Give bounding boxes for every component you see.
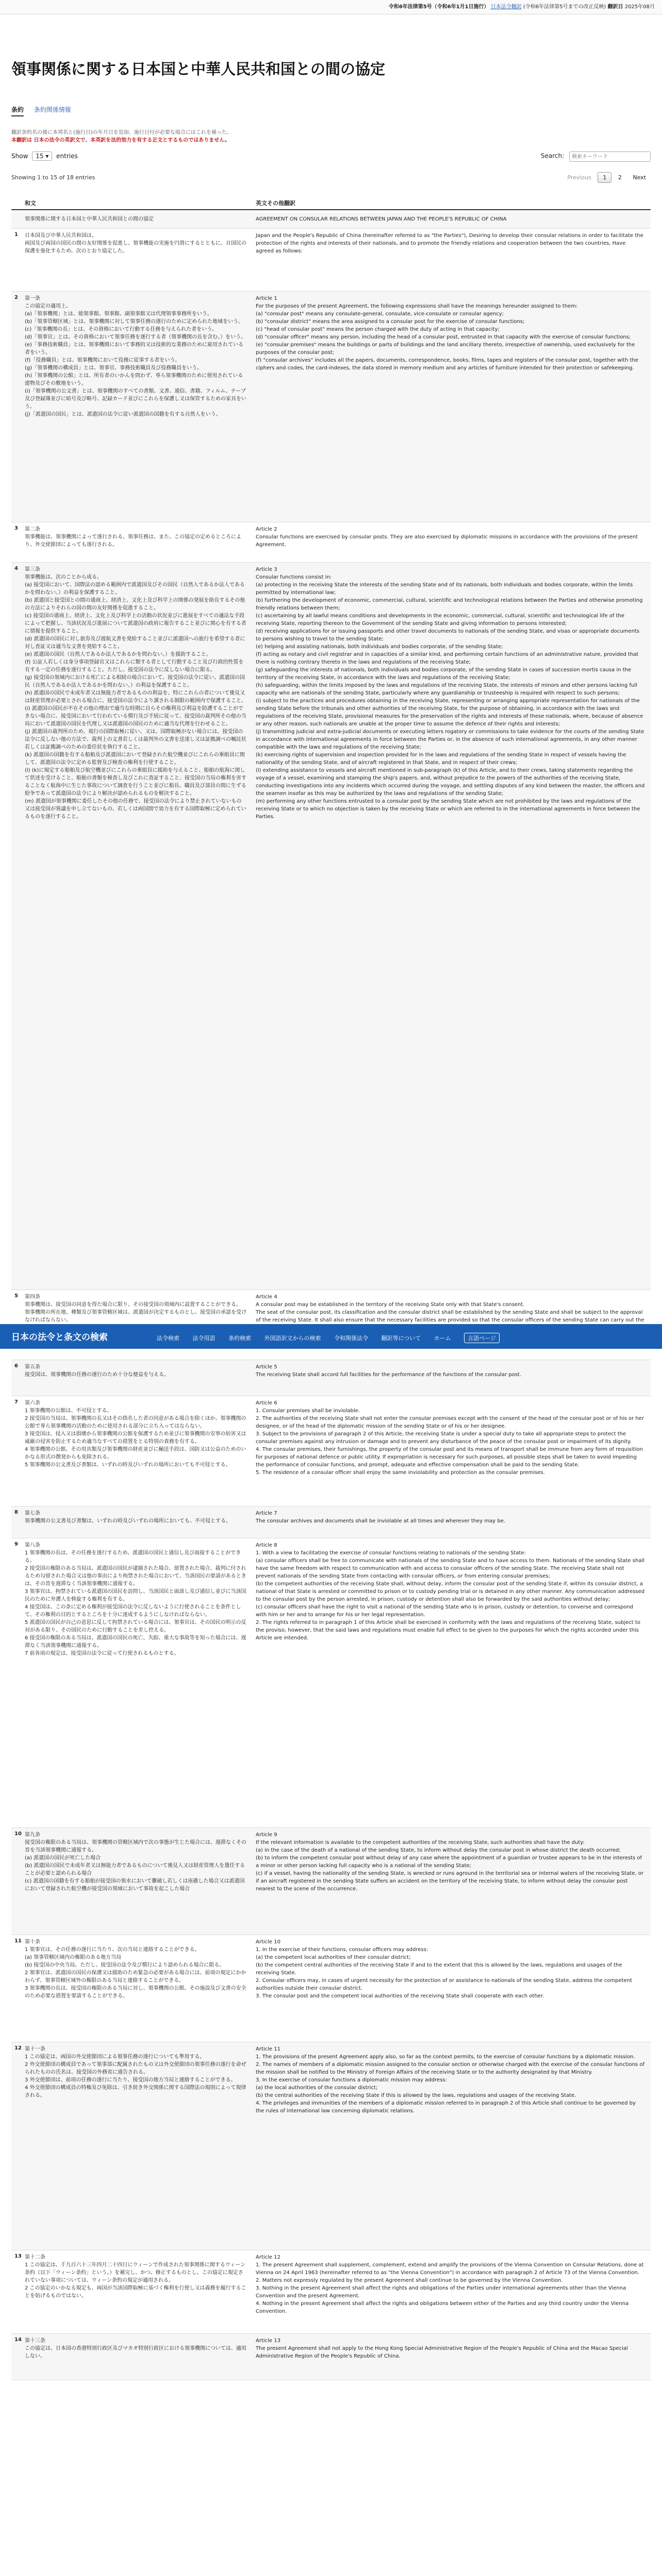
english-paragraph: (a) "consular post" means any consulate-general, consulate, vice-consulate or consular agency; [256,311,504,317]
english-paragraph: The seat of the consular post, its classification and the consular district shall be established by the sending State and shall be subject to the approval of the receiving State. It shall also ensure that the necessary facilities are provided so that the consular officers of the sending State can carry out the [256,1310,644,1323]
nav-item[interactable]: 法令検索 [157,1335,179,1342]
japanese-text-cell [25,1541,246,1657]
japanese-paragraph: 第四条 [25,1294,40,1300]
japanese-paragraph: (a)「領事機関」とは、総領事館、領事館、副領事館又は代理領事事務所をいう。 [25,311,212,317]
show-label: Show [11,152,28,160]
search-input[interactable] [569,151,651,162]
table-row [11,2042,651,2250]
entries-info: Showing 1 to 15 of 18 entries [11,174,95,181]
english-paragraph: 4. Nothing in the present Agreement shall affect the rights and obligations between either of the Parties and any third country under the Vienna Convention. [256,2301,629,2314]
japanese-paragraph: 領事機関の所在地、種類及び領事管轄区域は、派遣国が決定するものとし、接受国の承認を受けなければならない。 [25,1310,246,1323]
japanese-paragraph: (i)「領事機関の公文書」とは、領事機関のすべての書類、文書、通信、書籍、フィルム、テープ及び登録簿並びに暗号及び略号、記録カード並びにこれらを保護し又は保管するための家具をいう。 [25,388,246,410]
english-text-cell [256,232,645,255]
japanese-paragraph: (l) (k)に規定する船舶及び航空機並びにこれらの乗組員に援助を与えること、船舶の航海に関して供述を受けること、船舶の書類を検査し及びこれに査証すること、接受国の当局の権利を害することなく航海中に生じた事故について調査を行うこと並びに船長、職員及び部員の間に生ずる紛争であって派遣国の法令により解決が認められるものを解決すること。 [25,768,246,796]
english-paragraph: Article 6 [256,1400,277,1406]
english-paragraph: 3. In the exercise of consular functions a diplomatic mission may address: [256,2077,447,2083]
row-number: 6 [14,1363,18,1369]
english-paragraph: 1. In the exercise of their functions, consular officers may address: [256,1947,428,1953]
english-paragraph: Article 13 [256,2338,280,2344]
topbar-lead: 令和6年法律第5号（令和6年1月1日施行） [388,4,489,10]
tab-treaty-info[interactable]: 条約関係情報 [34,106,71,113]
page-2-button[interactable]: 2 [618,174,622,181]
english-text-cell [256,2253,645,2315]
table-controls [11,151,651,165]
table-row [11,1935,651,2042]
japanese-paragraph: 1 この協定は、両国の外交使節団による領事任務の遂行についても準用する。 [25,2054,205,2060]
english-paragraph: 1. With a view to facilitating the exercise of consular functions relating to nationals of the sending State: [256,1550,526,1556]
english-paragraph: (c) if a vessel, having the nationality of the sending State, is wrecked or runs aground in the territorial sea or internal waters of the receiving State, or if an aircraft registered in the sending State suffers an accident on the territory of the receiving State, to inform without delay the consular post nearest to the scene of the occurrence. [256,1871,643,1892]
english-paragraph: If the relevant information is available to the competent authorities of the receiving State, such authorities shall have the duty: [256,1840,585,1845]
table-row [11,1828,651,1935]
japanese-paragraph: (f)「役務職員」とは、領事機関において役務に従事する者をいう。 [25,358,180,363]
entries-label: entries [56,152,78,160]
row-number: 11 [14,1938,22,1944]
japanese-paragraph: (b) 派遣国の国民で未成年者又は無能力者であるものについて後見人又は財産管理人を選任することが必要と認められる場合 [25,1863,245,1876]
english-text-cell [256,1938,645,2000]
japanese-paragraph: 1 領事機関の長は、その任務を遂行するため、派遣国の国民と通信し及び面接することができる。 [25,1550,241,1564]
english-paragraph: (e) helping and assisting nationals, both individuals and bodies corporate, of the sending State; [256,644,503,650]
japanese-paragraph: 第十二条 [25,2255,45,2260]
japanese-paragraph: 第二条 [25,527,40,532]
page-1-button[interactable]: 1 [598,172,611,183]
english-paragraph: (b) the competent authorities of the receiving State shall, without delay, inform the consular post of the sending State if, within its consular district, a national of that State is arrested or committed to prison or to custody pending trial or is detained in any other manner. Any communication addressed to the consular post by the person arrested, in prison, custody or detention shall also be forwarded by the said authorities without delay; [256,1581,645,1602]
japanese-text-cell [25,1363,246,1379]
english-paragraph: 1. Consular premises shall be inviolable. [256,1408,360,1414]
japanese-paragraph: 3 領事官は、拘禁されている派遣国の国民を訪問し、当該国民と面談し及び通信し並びに当該国民のために弁護人を斡旋する権利を有する。 [25,1589,246,1602]
japanese-paragraph: (b) 接受国の中央当局。ただし、接受国の法令及び慣行により認められる場合に限る。 [25,1962,225,1968]
nav-item[interactable]: 外国語訳文からの検索 [264,1335,321,1342]
japanese-paragraph: (i) 派遣国の国民が不在その他の理由で適当な時期に自らその権利及び利益を防護することができない場合に、接受国において行われている慣行及び手続に従って、接受国の裁判所その他の当局において派遣国の国民を代理し又は派遣国の国民のために適当な代理を行わせること。 [25,706,246,727]
english-paragraph: Japan and the People's Republic of China (hereinafter referred to as "the Parties"), Desiring to develop their consular relations in order to facilitate the protection of the rights and interests of their nationals, and to promote the friendly relations and cooperation between the two countries, Have agreed as follows: [256,233,643,254]
japanese-paragraph: 2 接受国の権限のある当局は、派遣国の国民が逮捕された場合、留置された場合、裁判に付されるため勾留された場合又は他の事由により拘禁された場合において、当該国民の要請があるときは、その旨を遅滞なく当該領事機関に通報する。 [25,1566,246,1587]
english-text-cell [256,526,645,549]
japanese-text-cell [25,1938,246,2000]
english-paragraph: (a) in the case of the death of a national of the sending State, to inform without delay the consular post in whose district the death occurred; [256,1848,621,1853]
japanese-paragraph: 第十三条 [25,2338,45,2344]
english-paragraph: 3. Nothing in the present Agreement shall affect the rights and obligations of the Parties under international agreements other than the Vienna Convention and the present Agreement. [256,2285,626,2299]
english-paragraph: The present Agreement shall not apply to the Hong Kong Special Administrative Region of the People's Republic of China and the Macao Special Administrative Region of the People's Republic of China. [256,2346,628,2359]
row-number: 4 [14,566,18,571]
english-paragraph: Article 9 [256,1832,277,1838]
english-paragraph: 2. Matters not expressly regulated by the present Agreement shall continue to be governed by the Vienna Convention. [256,2278,563,2283]
japanese-paragraph: 5 領事機関の公文書及び書類は、いずれの時及びいずれの場所においても不可侵とする。 [25,1462,231,1468]
english-paragraph: (d) "consular officer" means any person, including the head of a consular post, entrusted in that capacity with the exercise of consular functions; [256,334,631,340]
row-number: 2 [14,295,18,300]
english-text-cell [256,2337,645,2360]
english-paragraph: (g) safeguarding the interests of nationals, both individuals and bodies corporate, of the sending State in cases of succession mortis causa in the territory of the receiving State, in accordance with the laws and regulations of the receiving State; [256,667,632,681]
table-row [11,229,651,292]
next-button[interactable]: Next [633,174,646,181]
english-paragraph: The receiving State shall accord full facilities for the performance of the functions of the consular post. [256,1372,522,1378]
japanese-paragraph: (b) 派遣国と接受国との間の通商上、経済上、文化上及び科学上の関係の発展を助長するその他の方法によりそれらの国の間の友好関係を促進すること。 [25,598,245,611]
english-paragraph: 3. The consular post and the competent local authorities of the receiving State shall cooperate with each other. [256,1993,544,1999]
japanese-paragraph: 第九条 [25,1832,40,1838]
english-paragraph: For the purposes of the present Agreement, the following expressions shall have the meanings hereunder assigned to them: [256,303,578,309]
japanese-paragraph: 第一条 [25,296,40,301]
language-button[interactable]: 言語ページ [464,1333,500,1343]
english-paragraph: AGREEMENT ON CONSULAR RELATIONS BETWEEN JAPAN AND THE PEOPLE'S REPUBLIC OF CHINA [256,216,507,222]
row-number: 10 [14,1831,22,1837]
english-text-cell [256,1831,645,1893]
japanese-paragraph: 第八条 [25,1543,40,1548]
row-number: 5 [14,1293,18,1299]
english-paragraph: Article 8 [256,1543,277,1548]
japanese-paragraph: 2 接受国の当局は、領事機関の長又はその指名した者の同意がある場合を除くほか、領事機関の公館で専ら領事機関の活動のために使用される部分に立ち入ってはならない。 [25,1416,246,1429]
english-paragraph: The consular archives and documents shall be inviolable at all times and wherever they may be. [256,1518,506,1524]
japanese-paragraph: 1 領事官は、その任務の遂行に当たり、次の当局と連絡することができる。 [25,1947,200,1953]
nav-item[interactable]: 法令用語 [192,1335,216,1342]
english-paragraph: (a) consular officers shall be free to communicate with nationals of the sending State and to have access to them. Nationals of the sending State shall have the same freedom with respect to communication with and access to consular officers of the sending State. The receiving State shall not prevent nationals of the sending State from contacting with consular officers, or from entering consular premises; [256,1558,644,1579]
english-paragraph: (c) "head of consular post" means the person charged with the duty of acting in that capacity; [256,327,500,332]
topbar-date: 2025年08月 [624,4,655,10]
english-paragraph: (k) exercising rights of supervision and inspection provided for in the laws and regulations of the sending State in respect of vessels having the nationality of the sending State, and of aircraft registered in that State, and in respect of their crews; [256,752,626,766]
table-row [11,2334,651,2380]
english-paragraph: Article 11 [256,2046,280,2052]
topbar-date-label: 翻訳日 [607,4,623,10]
japanese-paragraph: 第五条 [25,1364,40,1370]
english-paragraph: (j) transmitting judicial and extra-judicial documents or executing letters rogatory or commissions to take evidence for the courts of the sending State in accordance with international agreements in force between the Parties or, in the absence of such international agreements, in any other manner compatible with the laws and regulations of the receiving State; [256,729,644,750]
english-paragraph: (e) "consular premises" means the buildings or parts of buildings and the land ancillary thereto, irrespective of ownership, used exclusively for the purposes of the consular post; [256,342,635,355]
japanese-paragraph: 日本国及び中華人民共和国は、 [25,233,97,239]
japanese-paragraph: 4 接受国は、この条に定める権利が接受国の法令に反しないように行使されることを条件として、その権利の目的とするところを十分に達成するようにしなければならない。 [25,1604,241,1618]
japanese-paragraph: 1 領事機関の公館は、不可侵とする。 [25,1408,112,1414]
page-title: 領事関係に関する日本国と中華人民共和国との間の協定 [11,60,386,78]
japanese-paragraph: 両国及び両国の国民の間の友好関係を促進し、領事機能の実施を円滑にするとともに、自国民の保護を強化するため、次のとおり協定した。 [25,241,246,254]
japanese-text-cell [25,2337,246,2360]
english-paragraph: (i) subject to the practices and procedures obtaining in the receiving State, representing or arranging appropriate representation for nationals of the sending State before the tribunals and other authorities of the receiving State, for the purpose of obtaining, in accordance with the laws and regulations of the receiving State, provisional measures for the preservation of the rights and interests of these nationals, where, because of absence or any other reason, such nationals are unable at the proper time to assume the defence of their rights and interests; [256,698,643,727]
japanese-paragraph: 7 前各項の規定は、接受国の法令に従って行使されるものとする。 [25,1651,179,1656]
english-paragraph: (l) extending assistance to vessels and aircraft mentioned in sub-paragraph (k) of this Article, and to their crews, taking statements regarding the voyage of a vessel, examining and stamping the ship's papers, and, without prejudice to the powers of the authorities of the receiving State, conducting investigations into any incidents which occurred during the voyage, and settling disputes of any kind between the master, the officers and the seamen insofar as this may be authorized by the laws and regulations of the sending State; [256,768,645,796]
english-paragraph: Article 2 [256,527,277,532]
japanese-paragraph: この協定の適用上、 [25,303,71,309]
japanese-paragraph: 2 領事官は、派遣国の国民の保護又は援助のため緊急の必要がある場合には、前項の規定にかかわらず、領事管轄区域外の権限のある当局と連絡することができる。 [25,1970,246,1984]
japanese-paragraph: (e)「事務技術職員」とは、領事機関において事務的又は技術的な業務のために雇用されている者をいう。 [25,342,243,355]
top-info-bar [0,0,662,14]
english-text-cell [256,215,645,223]
japanese-text-cell [25,1399,246,1469]
tab-treaty[interactable]: 条約 [11,105,24,116]
japanese-text-cell [25,2253,246,2300]
english-paragraph: (h) safeguarding, within the limits imposed by the laws and regulations of the receiving State, the interests of minors and other persons lacking full capacity who are nationals of the sending State, particularly where any guardianship or trusteeship is required with respect to such persons; [256,683,637,696]
japanese-paragraph: (c)「領事機関の長」とは、その資格において行動する任務を与えられた者をいう。 [25,327,218,332]
english-paragraph: 2. The rights referred to in paragraph 1 of this Article shall be exercised in conformity with the laws and regulations of the receiving State, subject to the proviso, however, that the said laws and regulations must enable full effect to be given to the purposes for which the rights accorded under this Article are intended. [256,1620,640,1641]
japanese-paragraph: (g)「領事機関の構成員」とは、領事官、事務技術職員及び役務職員をいう。 [25,365,203,371]
japanese-paragraph: 第三条 [25,567,40,572]
japanese-paragraph: 4 領事機関の公館、その用具類及び領事機関の財産並びに輸送手段は、国防又は公益のためのいかなる形式の徴発からも免除される。 [25,1447,246,1460]
japanese-text-cell [25,295,246,418]
site-nav [157,1333,511,1343]
japanese-paragraph: 2 外交使節団の構成員であって領事部に配属されたもの又は外交使節団の領事任務の遂行を命ぜられたものの氏名は、接受国の外務省に通告される。 [25,2062,246,2075]
english-paragraph: Article 10 [256,1939,280,1945]
topbar-text: (令和6年法律第5号までの改正反映) [523,4,606,10]
notes [11,129,232,144]
japanese-text-cell [25,232,246,255]
japanese-paragraph: (b)「領事管轄区域」とは、領事機関に対して領事任務の遂行のために定められた地域をいう。 [25,319,244,325]
english-paragraph: 2. The names of members of a diplomatic mission assigned to the consular section or otherwise charged with the exercise of the consular functions of the mission shall be notified to the Ministry of Foreign Affairs of the receiving State or to the authority designated by that Ministry. [256,2062,645,2075]
english-paragraph: 3. Subject to the provisions of paragraph 2 of this Article, the receiving State is under a special duty to take all appropriate steps to protect the consular premises against any intrusion or damage and to prevent any disturbance of the peace of the consular post or impairment of its dignity. [256,1431,632,1445]
english-paragraph: (c) ascertaining by all lawful means conditions and developments in the economic, commercial, cultural, scientific and technological life of the receiving State, reporting thereon to the Government of the sending State and giving information to persons interested; [256,613,624,626]
japanese-paragraph: 領事機関の公文書及び書類は、いずれの時及びいずれの場所においても、不可侵とする。 [25,1518,231,1524]
entries-select[interactable]: 15 ▾ [32,151,52,161]
note-line: 翻訳条約名の後に本邦名と(施行日)の年月日を追加、施行日付が必要な場合にはこれを補った。 [11,130,232,135]
nav-item[interactable]: 令和関係法令 [334,1335,368,1342]
japanese-paragraph: (j)「派遣国の国民」とは、派遣国の法令に従い派遣国の国籍を有する自然人をいう。 [25,412,221,417]
japanese-paragraph: 領事機関は、接受国の同意を得た場合に限り、その接受国の領域内に設置することができる。 [25,1302,241,1308]
japanese-paragraph: 4 外交使節団の構成員の特権及び免除は、引き続き外交関係に関する国際法の規則によって規律される。 [25,2085,246,2098]
row-number: 14 [14,2337,22,2343]
japanese-text-cell [25,215,246,223]
english-paragraph: (f) acting as notary and civil registrar and in capacities of a similar kind, and performing certain functions of an administrative nature, provided that there is nothing contrary thereto in the laws and regulations of the receiving State; [256,652,639,665]
row-number: 13 [14,2253,22,2259]
japanese-text-cell [25,566,246,821]
japanese-paragraph: 2 この協定のいかなる規定も、両国が当該国際取極に基づく権利を行使し又は義務を履行することを妨げるものではない。 [25,2285,246,2299]
japanese-paragraph: 第十一条 [25,2046,45,2052]
english-paragraph: (b) the central authorities of the receiving State if this is allowed by the laws, regulations and usages of the receiving State. [256,2093,576,2098]
english-paragraph: (a) the competent local authorities of their consular district; [256,1955,411,1960]
japanese-text-cell [25,1510,246,1525]
english-paragraph: Article 4 [256,1294,277,1300]
english-paragraph: Article 12 [256,2255,280,2260]
site-header-bar [0,1324,662,1349]
japanese-paragraph: 6 接受国の権限のある当局は、派遣国の国民の死亡、失踪、重大な事故等を知った場合には、遅滞なく当該領事機関に通報する。 [25,1635,246,1649]
japanese-paragraph: (h) 派遣国の国民で未成年者又は無能力者であるものの利益を、特にこれらの者について後見又は財産管理が必要とされる場合に、接受国の法令により課される制限の範囲内で保護すること。 [25,690,246,704]
english-paragraph: (m) performing any other functions entrusted to a consular post by the sending State which are not prohibited by the laws and regulations of the receiving State or to which no objection is taken by the receiving State or which are referred to in the international agreements in force between the Parties. [256,799,640,820]
japanese-paragraph: (c) 派遣国の国籍を有する船舶が接受国の領水において難破し若しくは座礁した場合又は派遣国において登録された航空機が接受国の領域において事故を起こした場合 [25,1878,245,1892]
japanese-paragraph: (a) 接受国において、国際法の認める範囲内で派遣国及びその国民（自然人であるか法人であるかを問わない。）の利益を保護すること。 [25,582,245,596]
nav-item[interactable]: 条約検索 [228,1335,251,1342]
japanese-text-cell [25,1831,246,1893]
english-paragraph: (b) to inform the competent consular post without delay of any case where the appointment of a guardian or trustee appears to be in the interests of a minor or other person lacking full capacity who is a national of the sending State; [256,1855,642,1869]
japanese-paragraph: (d) 派遣国の国民に対し旅券及び渡航文書を発給すること並びに派遣国への旅行を希望する者に対し査証又は適当な文書を発給すること。 [25,636,245,650]
english-text-cell [256,2045,645,2115]
japanese-paragraph: 接受国は、領事機関の任務の遂行のため十分な便益を与える。 [25,1372,169,1378]
japanese-paragraph: 領事機能は、領事機関によって遂行される。領事任務は、また、この協定の定めるところにより、外交使節団によっても遂行される。 [25,534,241,548]
table-row [11,1360,651,1396]
english-paragraph: (f) "consular archives" includes all the papers, documents, correspondence, books, films, tapes and registers of the consular post, together with the ciphers and codes, the card-indexes, the data stored in memory medium and any articles of furniture intended for their protection or safekeeping. [256,358,639,371]
note-line-warning: 本翻訳は 日本の法令の英訳文で、本英訳を法的効力を有する正文とするものではありません。 [11,138,230,143]
english-paragraph: 2. The authorities of the receiving State shall not enter the consular premises except with the consent of the head of the consular post or of his or her designee, or of the head of the diplomatic mission of the sending State or of his or her designee. [256,1416,644,1429]
english-paragraph: (b) the competent central authorities of the receiving State if and to the extent that this is allowed by the laws, regulations and usages of the receiving State. [256,1962,622,1976]
english-paragraph: Article 7 [256,1511,277,1516]
english-paragraph: (a) protecting in the receiving State the interests of the sending State and of its nationals, both individuals and bodies corporate, within the limits permitted by international law; [256,582,633,596]
japanese-paragraph: この協定は、日本国の香港特別行政区及びマカオ特別行政区における領事機関については、適用しない。 [25,2346,246,2359]
english-paragraph: (b) furthering the development of economic, commercial, cultural, scientific and technological relations between the Parties and otherwise promoting friendly relations between them; [256,598,643,611]
japanese-paragraph: 1 この協定は、千九百六十三年四月二十四日にウィーンで作成された領事関係に関するウィーン条約（以下「ウィーン条約」という。）を補完し、かつ、修正するものとし、この協定に規定されていない事項については、ウィーン条約の規定が適用される。 [25,2262,245,2283]
nav-item[interactable]: 翻訳等について [381,1335,421,1342]
search-box [541,151,651,162]
japanese-paragraph: (g) 接受国の領域内における死亡による相続の場合において、接受国の法令に従い、派遣国の国民（自然人であるか法人であるかを問わない。）の利益を保護すること。 [25,675,245,688]
row-number: 8 [14,1510,18,1515]
english-paragraph: 2. Consular officers may, in cases of urgent necessity for the protection of or assistance to nationals of the sending State, address the competent authorities outside their consular district. [256,1978,633,1991]
previous-button[interactable]: Previous [567,174,591,181]
row-number: 3 [14,526,18,531]
nav-item[interactable]: ホーム [434,1335,451,1342]
table-row [11,563,651,1290]
english-paragraph: 4. The consular premises, their furnishings, the property of the consular post and its means of transport shall be immune from any form of requisition for purposes of national defence or public utility. If expropriation is necessary for such purposes, all possible steps shall be taken to avoid impeding the performance of consular functions, and prompt, adequate and effective compensation shall be paid to the sending State. [256,1447,643,1468]
table-header [11,197,651,210]
table-row [11,292,651,522]
tab-strip [11,105,79,116]
japanese-paragraph: 3 領事機関の長は、接受国の権限のある当局に対し、領事機関の公館、その施設及び文書の安全のため必要な措置を要請することができる。 [25,1986,246,1999]
column-header-english[interactable]: 英文その他翻訳 [256,200,295,207]
site-title[interactable]: 日本の法令と条文の検索 [11,1332,108,1343]
japanese-paragraph: (f) 公証人若しくは身分事項登録官又はこれらに類する者として行動すること及び行政的性質を有する一定の任務を遂行すること。ただし、接受国の法令に反しない場合に限る。 [25,659,244,673]
english-paragraph: 1. The present Agreement shall supplement, complement, extend and amplify the provisions of the Vienna Convention on Consular Relations, done at Vienna on 24 April 1963 (hereinafter referred to as "the Vienna Convention") in accordance with paragraph 2 of Article 73 of the Vienna Convention. [256,2262,644,2276]
english-text-cell [256,566,645,821]
japanese-paragraph: 5 派遣国の国民が自己の意思に反して拘禁されている場合には、領事官は、その国民の明示の反対がある限り、その国民のために行動することを差し控える。 [25,1620,246,1633]
topbar-link[interactable]: 日本法令翻訳 [490,4,522,10]
english-text-cell [256,1399,645,1477]
english-paragraph: 4. The privileges and immunities of the members of a diplomatic mission referred to in paragraph 2 of this Article shall continue to be governed by the rules of international law concerning diplomatic relations. [256,2100,636,2114]
japanese-paragraph: (j) 派遣国の裁判所のため、現行の国際取極に従い、又は、国際取極がない場合には、接受国の法令に反しない他の方法で、裁判上の文書若しくは裁判外の文書を送達し又は証拠調べの嘱託状若しくは証拠調べのための委任状を執行すること。 [25,729,246,750]
japanese-paragraph: 第六条 [25,1400,40,1406]
japanese-paragraph: (m) 派遣国が領事機関に委任したその他の任務で、接受国の法令により禁止されていないもの又は接受国が異議を申し立てないもの、若しくは両国間で効力を有する国際取極に定められているものを遂行すること。 [25,799,246,820]
japanese-paragraph: (a) 領事管轄区域内の権限のある地方当局 [25,1955,122,1960]
japanese-paragraph: 3 外交使節団は、前項の任務の遂行に当たり、接受国の地方当局と連絡することができる。 [25,2077,236,2083]
english-paragraph: 1. The provisions of the present Agreement apply also, so far as the context permits, to the exercise of consular functions by a diplomatic mission. [256,2054,635,2060]
english-paragraph: A consular post may be established in the territory of the receiving State only with that State's consent. [256,1302,525,1308]
japanese-paragraph: 第十条 [25,1939,40,1945]
japanese-paragraph: 接受国の権限のある当局は、領事機関の管轄区域内で次の事態が生じた場合には、遅滞なくその旨を当該領事機関に通報する。 [25,1840,246,1853]
japanese-text-cell [25,1293,246,1324]
english-paragraph: (c) consular officers shall have the right to visit a national of the sending State who is in prison, custody or detention, to converse and correspond with him or her and to arrange for his or her legal representation. [256,1604,634,1618]
japanese-paragraph: (c) 接受国の通商上、経済上、文化上及び科学上の活動の状況並びに進展をすべての適法な手段によって把握し、当該状況及び進展について派遣国の政府に報告すること並びに関心を有する者に情報を提供すること。 [25,613,246,634]
english-paragraph: (a) the local authorities of the consular district; [256,2085,378,2091]
english-paragraph: Article 5 [256,1364,277,1370]
japanese-paragraph: 領事機能は、次のことから成る。 [25,574,102,580]
row-number: 7 [14,1399,18,1405]
table-row [11,1396,651,1506]
table-row [11,212,651,229]
search-label: Search: [540,152,565,160]
japanese-paragraph: (e) 派遣国の国民（自然人であるか法人であるかを問わない。）を援助すること。 [25,652,212,657]
japanese-paragraph: (a) 派遣国の国民が死亡した場合 [25,1855,101,1861]
pagination [562,172,651,183]
english-paragraph: (b) "consular district" means the area assigned to a consular post for the exercise of consular functions; [256,319,525,325]
english-paragraph: Consular functions consist in: [256,574,332,580]
column-header-japanese[interactable]: 和文 [25,200,36,207]
japanese-paragraph: 3 接受国は、侵入又は損壊から領事機関の公館を保護するため並びに領事機関の安寧の妨害又は威厳の侵害を防止するため適当なすべての措置をとる特別の責務を有する。 [25,1431,246,1445]
row-number: 9 [14,1541,18,1547]
english-paragraph: Article 1 [256,296,277,301]
english-text-cell [256,1541,645,1642]
english-paragraph: Consular functions are exercised by consular posts. They are also exercised by diplomatic missions in accordance with the provisions of the present Agreement. [256,534,638,548]
japanese-paragraph: (d)「領事官」とは、その資格において領事任務を遂行する者（領事機関の長を含む。）をいう。 [25,334,246,340]
row-number: 1 [14,232,18,238]
english-text-cell [256,1363,645,1379]
japanese-text-cell [25,526,246,549]
japanese-text-cell [25,2045,246,2099]
english-text-cell [256,295,645,372]
english-paragraph: (d) receiving applications for or issuing passports and other travel documents to nationals of the sending State, and visas or appropriate documents to persons wishing to travel to the sending State; [256,629,640,642]
japanese-paragraph: (h)「領事機関の公館」とは、所有者のいかんを問わず、専ら領事機関のために使用されている建物及びその敷地をいう。 [25,373,243,386]
table-row [11,522,651,563]
japanese-paragraph: 第七条 [25,1511,40,1516]
japanese-paragraph: 領事関係に関する日本国と中華人民共和国との間の協定 [25,216,154,222]
entries-value: 15 [36,152,44,160]
japanese-paragraph: (k) 派遣国の国籍を有する船舶及び派遣国において登録された航空機並びにこれらの乗組員に関して、派遣国の法令に定める監督及び検査の権利を行使すること。 [25,752,245,766]
english-text-cell [256,1510,645,1525]
english-paragraph: Article 3 [256,567,277,572]
table-row [11,2250,651,2334]
row-number: 12 [14,2045,22,2051]
table-row [11,1538,651,1828]
table-row [11,1506,651,1538]
english-paragraph: 5. The residence of a consular officer shall enjoy the same inviolability and protection as the consular premises. [256,1470,545,1476]
